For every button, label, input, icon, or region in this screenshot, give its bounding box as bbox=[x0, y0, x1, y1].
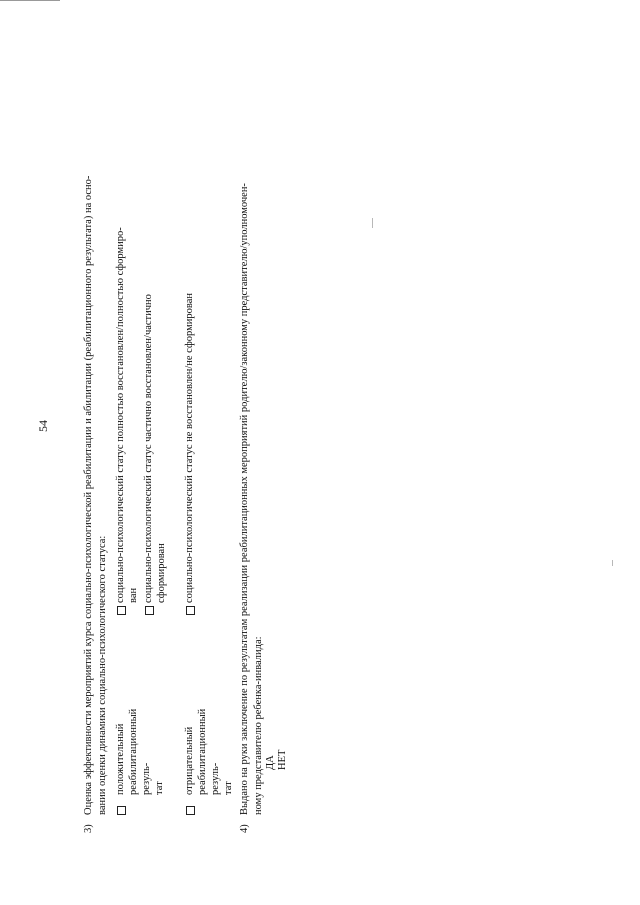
checkbox-icon[interactable] bbox=[145, 606, 154, 615]
status-fully-restored-line-2: ван bbox=[128, 587, 139, 603]
positive-result-label-line-2: тат bbox=[154, 781, 165, 795]
positive-result-option[interactable] bbox=[114, 685, 166, 795]
section-4-title-line-1: Выдано на руки заключение по результатам реализации реабилитационных мероприятий родителю/законному представителю/уполномочен- bbox=[239, 183, 250, 815]
section-3-heading bbox=[82, 33, 110, 833]
section-4-title-line-2: ному представителю ребенка-инвалида: bbox=[253, 636, 264, 815]
section-4-number: 4) bbox=[239, 824, 250, 833]
status-partially-restored-line-1: социально-психологический статус частично восстановлен/частично bbox=[143, 294, 154, 603]
section-3-title-line-1: Оценка эффективности мероприятий курса социально-психологической реабилитации и абилитации (реабилитационного результата) на осно- bbox=[83, 175, 94, 815]
checkbox-icon[interactable] bbox=[117, 606, 126, 615]
negative-result-label-line-1: отрицательный реабилитационный резуль- bbox=[184, 708, 221, 795]
status-not-restored-option[interactable] bbox=[183, 33, 196, 615]
checkbox-icon[interactable] bbox=[117, 806, 126, 815]
section-4-heading bbox=[238, 33, 266, 833]
status-not-restored-line-1: социально-психологический статус не восстановлен/не сформирован bbox=[184, 293, 195, 603]
section-3-title-line-2: вании оценки динамики социально-психологического статуса: bbox=[97, 535, 108, 815]
status-fully-restored-option[interactable] bbox=[114, 33, 140, 615]
negative-result-option[interactable] bbox=[183, 685, 235, 795]
checkbox-icon[interactable] bbox=[186, 606, 195, 615]
status-partially-restored-option[interactable] bbox=[142, 33, 168, 615]
answer-yes[interactable]: ДА bbox=[265, 755, 276, 770]
page-number: 54 bbox=[36, 420, 50, 432]
answer-no[interactable]: НЕТ bbox=[277, 749, 288, 770]
positive-result-label-line-1: положительный реабилитационный резуль- bbox=[115, 708, 152, 795]
checkbox-icon[interactable] bbox=[186, 806, 195, 815]
negative-result-label-line-2: тат bbox=[223, 781, 234, 795]
status-fully-restored-line-1: социально-психологический статус полностью восстановлен/полностью сформиро- bbox=[115, 227, 126, 603]
status-partially-restored-line-2: сформирован bbox=[156, 543, 167, 603]
section-3-number: 3) bbox=[83, 824, 94, 833]
